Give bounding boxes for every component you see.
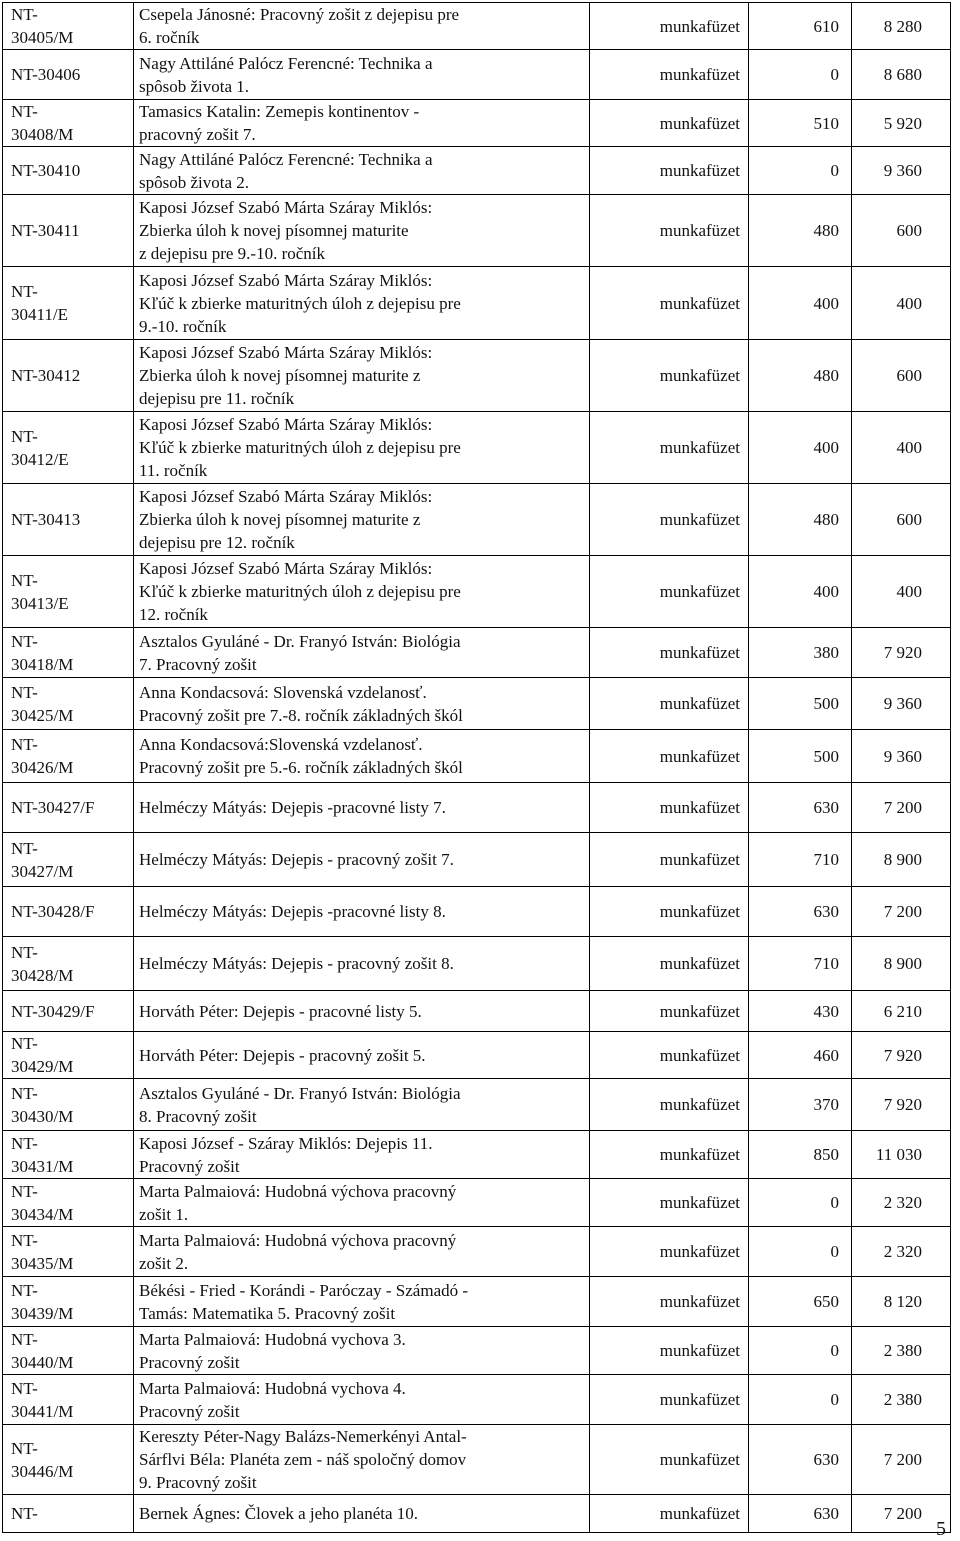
title-text: Marta Palmaiová: Hudobná vychova 3. Pracovný zošit <box>139 1329 406 1372</box>
type-cell: munkafüzet <box>590 1032 749 1079</box>
product-code-text: NT- <box>11 1504 38 1523</box>
title-cell <box>134 783 590 833</box>
product-code-text: NT-30406 <box>11 65 81 84</box>
title-cell <box>134 3 590 50</box>
type-cell: munkafüzet <box>590 195 749 267</box>
table-row <box>3 991 951 1032</box>
type-cell: munkafüzet <box>590 833 749 887</box>
type-cell: munkafüzet <box>590 937 749 991</box>
value-cell: 8 900 <box>852 833 951 887</box>
product-code-text: NT-30427/F <box>11 798 95 817</box>
title-text: Anna Kondacsová: Slovenská vzdelanosť. Pracovný zošit pre 7.-8. ročník základných škól <box>139 682 463 725</box>
product-code-text: NT-30410 <box>11 161 81 180</box>
title-cell <box>134 1277 590 1327</box>
product-code-text: NT- 30434/M <box>11 1181 74 1224</box>
product-code-cell <box>3 195 134 267</box>
value-cell: 9 360 <box>852 678 951 730</box>
value-cell: 400 <box>852 267 951 340</box>
type-cell: munkafüzet <box>590 412 749 484</box>
product-code-cell <box>3 730 134 783</box>
product-code-text: NT- 30430/M <box>11 1083 74 1126</box>
title-text: Nagy Attiláné Palócz Ferencné: Technika a spôsob života 1. <box>139 53 433 96</box>
price-cell: 0 <box>749 147 852 195</box>
product-code-cell <box>3 1079 134 1131</box>
product-code-cell <box>3 147 134 195</box>
table-row <box>3 1327 951 1375</box>
value-cell: 7 920 <box>852 1079 951 1131</box>
title-cell <box>134 1425 590 1495</box>
price-cell: 0 <box>749 1227 852 1277</box>
table-row <box>3 556 951 628</box>
title-cell <box>134 100 590 147</box>
title-text: Csepela Jánosné: Pracovný zošit z dejepisu pre 6. ročník <box>139 5 460 47</box>
type-cell: munkafüzet <box>590 730 749 783</box>
title-text: Bernek Ágnes: Človek a jeho planéta 10. <box>139 1504 419 1523</box>
page-number: 5 <box>936 1518 946 1540</box>
title-text: Kaposi József Szabó Márta Száray Miklós: Zbierka úloh k novej písomnej maturite z dejepisu pre 9.-10. ročník <box>139 198 433 263</box>
product-code-text: NT- 30411/E <box>11 282 68 324</box>
product-code-cell <box>3 937 134 991</box>
title-text: Békési - Fried - Korándi - Paróczay - Számadó - Tamás: Matematika 5. Pracovný zošit <box>139 1280 469 1323</box>
table-row <box>3 937 951 991</box>
price-cell: 610 <box>749 3 852 50</box>
title-text: Helméczy Mátyás: Dejepis -pracovné listy 7. <box>139 798 446 817</box>
product-code-cell <box>3 267 134 340</box>
table-row <box>3 1079 951 1131</box>
type-cell: munkafüzet <box>590 678 749 730</box>
price-cell: 0 <box>749 1327 852 1375</box>
title-text: Asztalos Gyuláné - Dr. Franyó István: Biológia 7. Pracovný zošit <box>139 631 461 674</box>
value-cell: 9 360 <box>852 730 951 783</box>
product-code-cell <box>3 1227 134 1277</box>
type-cell: munkafüzet <box>590 340 749 412</box>
product-code-text: NT- 30439/M <box>11 1280 74 1323</box>
price-cell: 850 <box>749 1131 852 1179</box>
table-row <box>3 678 951 730</box>
product-code-text: NT- 30427/M <box>11 838 74 881</box>
value-cell: 8 680 <box>852 50 951 100</box>
title-cell <box>134 678 590 730</box>
table-row <box>3 628 951 678</box>
title-cell <box>134 730 590 783</box>
value-cell: 8 280 <box>852 3 951 50</box>
value-cell: 8 900 <box>852 937 951 991</box>
title-text: Kaposi József - Száray Miklós: Dejepis 11. Pracovný zošit <box>139 1133 433 1176</box>
value-cell: 2 380 <box>852 1375 951 1425</box>
title-cell <box>134 1131 590 1179</box>
value-cell: 5 920 <box>852 100 951 147</box>
title-text: Helméczy Mátyás: Dejepis - pracovný zošit 7. <box>139 850 454 869</box>
price-cell: 400 <box>749 556 852 628</box>
product-code-text: NT-30413 <box>11 510 81 529</box>
type-cell: munkafüzet <box>590 50 749 100</box>
price-cell: 480 <box>749 195 852 267</box>
type-cell: munkafüzet <box>590 100 749 147</box>
table-row <box>3 1495 951 1533</box>
product-code-cell <box>3 783 134 833</box>
catalog-table-body <box>3 3 951 1533</box>
price-cell: 400 <box>749 412 852 484</box>
price-cell: 370 <box>749 1079 852 1131</box>
product-code-cell <box>3 3 134 50</box>
title-cell <box>134 412 590 484</box>
value-cell: 600 <box>852 340 951 412</box>
type-cell: munkafüzet <box>590 556 749 628</box>
product-code-text: NT- 30412/E <box>11 426 69 469</box>
type-cell: munkafüzet <box>590 484 749 556</box>
title-cell <box>134 1079 590 1131</box>
product-code-text: NT- 30431/M <box>11 1133 74 1176</box>
product-code-text: NT- 30405/M <box>11 5 74 47</box>
product-code-cell <box>3 484 134 556</box>
product-code-text: NT-30411 <box>11 221 80 240</box>
table-row <box>3 340 951 412</box>
title-cell <box>134 1327 590 1375</box>
price-cell: 650 <box>749 1277 852 1327</box>
title-text: Horváth Péter: Dejepis - pracovný zošit 5. <box>139 1045 426 1065</box>
product-code-text: NT- 30408/M <box>11 102 74 144</box>
title-text: Nagy Attiláné Palócz Ferencné: Technika a spôsob života 2. <box>139 149 433 192</box>
type-cell: munkafüzet <box>590 1495 749 1533</box>
value-cell: 7 920 <box>852 628 951 678</box>
table-row <box>3 50 951 100</box>
table-row <box>3 833 951 887</box>
title-text: Kaposi József Szabó Márta Száray Miklós: Kľúč k zbierke maturitných úloh z dejepisu pre 12. ročník <box>139 559 461 624</box>
table-row <box>3 1375 951 1425</box>
title-cell <box>134 1495 590 1533</box>
table-row <box>3 147 951 195</box>
price-cell: 630 <box>749 1425 852 1495</box>
product-code-text: NT- 30426/M <box>11 735 74 777</box>
title-cell <box>134 1227 590 1277</box>
product-code-text: NT- 30418/M <box>11 631 74 674</box>
type-cell: munkafüzet <box>590 1425 749 1495</box>
product-code-text: NT- 30441/M <box>11 1378 74 1421</box>
price-cell: 480 <box>749 484 852 556</box>
title-cell <box>134 833 590 887</box>
type-cell: munkafüzet <box>590 3 749 50</box>
price-cell: 380 <box>749 628 852 678</box>
product-code-cell <box>3 833 134 887</box>
title-text: Helméczy Mátyás: Dejepis - pracovný zošit 8. <box>139 954 454 973</box>
type-cell: munkafüzet <box>590 887 749 937</box>
type-cell: munkafüzet <box>590 1375 749 1425</box>
title-text: Marta Palmaiová: Hudobná výchova pracovný zošit 1. <box>139 1181 457 1224</box>
value-cell: 7 200 <box>852 887 951 937</box>
title-text: Kaposi József Szabó Márta Száray Miklós: Zbierka úloh k novej písomnej maturite z dejepisu pre 11. ročník <box>139 343 433 408</box>
product-code-cell <box>3 50 134 100</box>
value-cell: 600 <box>852 195 951 267</box>
title-cell <box>134 887 590 937</box>
table-row <box>3 783 951 833</box>
price-cell: 510 <box>749 100 852 147</box>
table-row <box>3 267 951 340</box>
type-cell: munkafüzet <box>590 147 749 195</box>
price-cell: 0 <box>749 50 852 100</box>
value-cell: 400 <box>852 412 951 484</box>
product-code-cell <box>3 887 134 937</box>
product-code-text: NT- 30413/E <box>11 570 69 613</box>
table-row <box>3 1227 951 1277</box>
product-code-cell <box>3 556 134 628</box>
title-cell <box>134 991 590 1032</box>
type-cell: munkafüzet <box>590 1131 749 1179</box>
product-code-text: NT- 30440/M <box>11 1329 74 1372</box>
value-cell: 9 360 <box>852 147 951 195</box>
table-row <box>3 195 951 267</box>
table-row <box>3 100 951 147</box>
table-row <box>3 1425 951 1495</box>
type-cell: munkafüzet <box>590 1327 749 1375</box>
value-cell: 7 200 <box>852 1495 951 1533</box>
title-text: Helméczy Mátyás: Dejepis -pracovné listy 8. <box>139 902 446 921</box>
type-cell: munkafüzet <box>590 1079 749 1131</box>
catalog-table <box>2 2 951 1533</box>
product-code-text: NT-30429/F <box>11 1001 95 1021</box>
product-code-cell <box>3 1277 134 1327</box>
title-text: Marta Palmaiová: Hudobná výchova pracovný zošit 2. <box>139 1230 457 1273</box>
type-cell: munkafüzet <box>590 267 749 340</box>
product-code-text: NT- 30425/M <box>11 682 74 725</box>
title-cell <box>134 50 590 100</box>
value-cell: 11 030 <box>852 1131 951 1179</box>
product-code-cell <box>3 678 134 730</box>
value-cell: 2 320 <box>852 1227 951 1277</box>
table-row <box>3 1277 951 1327</box>
table-row <box>3 3 951 50</box>
value-cell: 600 <box>852 484 951 556</box>
product-code-cell <box>3 1032 134 1079</box>
type-cell: munkafüzet <box>590 1227 749 1277</box>
value-cell: 7 200 <box>852 783 951 833</box>
title-cell <box>134 484 590 556</box>
product-code-cell <box>3 1495 134 1533</box>
price-cell: 0 <box>749 1179 852 1227</box>
table-row <box>3 1032 951 1079</box>
title-cell <box>134 195 590 267</box>
price-cell: 710 <box>749 937 852 991</box>
type-cell: munkafüzet <box>590 1277 749 1327</box>
table-row <box>3 730 951 783</box>
title-text: Asztalos Gyuláné - Dr. Franyó István: Biológia 8. Pracovný zošit <box>139 1083 461 1126</box>
title-cell <box>134 267 590 340</box>
product-code-cell <box>3 991 134 1032</box>
title-text: Kaposi József Szabó Márta Száray Miklós: Kľúč k zbierke maturitných úloh z dejepisu pre 11. ročník <box>139 415 461 480</box>
table-row <box>3 887 951 937</box>
price-cell: 630 <box>749 887 852 937</box>
title-cell <box>134 556 590 628</box>
price-cell: 630 <box>749 1495 852 1533</box>
value-cell: 7 920 <box>852 1032 951 1079</box>
product-code-cell <box>3 340 134 412</box>
product-code-text: NT-30412 <box>11 366 81 385</box>
type-cell: munkafüzet <box>590 783 749 833</box>
table-row <box>3 484 951 556</box>
title-text: Marta Palmaiová: Hudobná vychova 4. Pracovný zošit <box>139 1378 406 1421</box>
title-text: Kaposi József Szabó Márta Száray Miklós: Kľúč k zbierke maturitných úloh z dejepisu pre 9.-10. ročník <box>139 270 461 336</box>
product-code-text: NT- 30429/M <box>11 1034 74 1076</box>
price-cell: 400 <box>749 267 852 340</box>
title-text: Tamasics Katalin: Zemepis kontinentov - pracovný zošit 7. <box>139 102 420 144</box>
product-code-text: NT-30428/F <box>11 902 95 921</box>
price-cell: 710 <box>749 833 852 887</box>
value-cell: 8 120 <box>852 1277 951 1327</box>
title-cell <box>134 1375 590 1425</box>
price-cell: 460 <box>749 1032 852 1079</box>
value-cell: 2 380 <box>852 1327 951 1375</box>
title-cell <box>134 628 590 678</box>
title-cell <box>134 1179 590 1227</box>
product-code-cell <box>3 1375 134 1425</box>
title-text: Kaposi József Szabó Márta Száray Miklós: Zbierka úloh k novej písomnej maturite z dejepisu pre 12. ročník <box>139 487 433 552</box>
product-code-cell <box>3 1327 134 1375</box>
title-text: Horváth Péter: Dejepis - pracovné listy 5. <box>139 1001 422 1021</box>
price-cell: 500 <box>749 730 852 783</box>
price-cell: 480 <box>749 340 852 412</box>
type-cell: munkafüzet <box>590 991 749 1032</box>
value-cell: 7 200 <box>852 1425 951 1495</box>
product-code-cell <box>3 1425 134 1495</box>
title-cell <box>134 147 590 195</box>
value-cell: 6 210 <box>852 991 951 1032</box>
value-cell: 400 <box>852 556 951 628</box>
price-cell: 500 <box>749 678 852 730</box>
product-code-cell <box>3 628 134 678</box>
table-row <box>3 1131 951 1179</box>
title-text: Anna Kondacsová:Slovenská vzdelanosť. Pracovný zošit pre 5.-6. ročník základných škól <box>139 735 463 777</box>
title-cell <box>134 340 590 412</box>
price-cell: 430 <box>749 991 852 1032</box>
product-code-text: NT- 30446/M <box>11 1438 74 1481</box>
product-code-cell <box>3 1179 134 1227</box>
table-row <box>3 412 951 484</box>
product-code-text: NT- 30435/M <box>11 1230 74 1273</box>
title-cell <box>134 937 590 991</box>
product-code-text: NT- 30428/M <box>11 942 74 985</box>
price-cell: 630 <box>749 783 852 833</box>
product-code-cell <box>3 412 134 484</box>
table-row <box>3 1179 951 1227</box>
product-code-cell <box>3 1131 134 1179</box>
product-code-cell <box>3 100 134 147</box>
title-cell <box>134 1032 590 1079</box>
title-text: Kereszty Péter-Nagy Balázs-Nemerkényi Antal- Sárflvi Béla: Planéta zem - náš spoločný domov 9. Pracovný zošit <box>139 1427 467 1492</box>
value-cell: 2 320 <box>852 1179 951 1227</box>
price-cell: 0 <box>749 1375 852 1425</box>
type-cell: munkafüzet <box>590 1179 749 1227</box>
type-cell: munkafüzet <box>590 628 749 678</box>
